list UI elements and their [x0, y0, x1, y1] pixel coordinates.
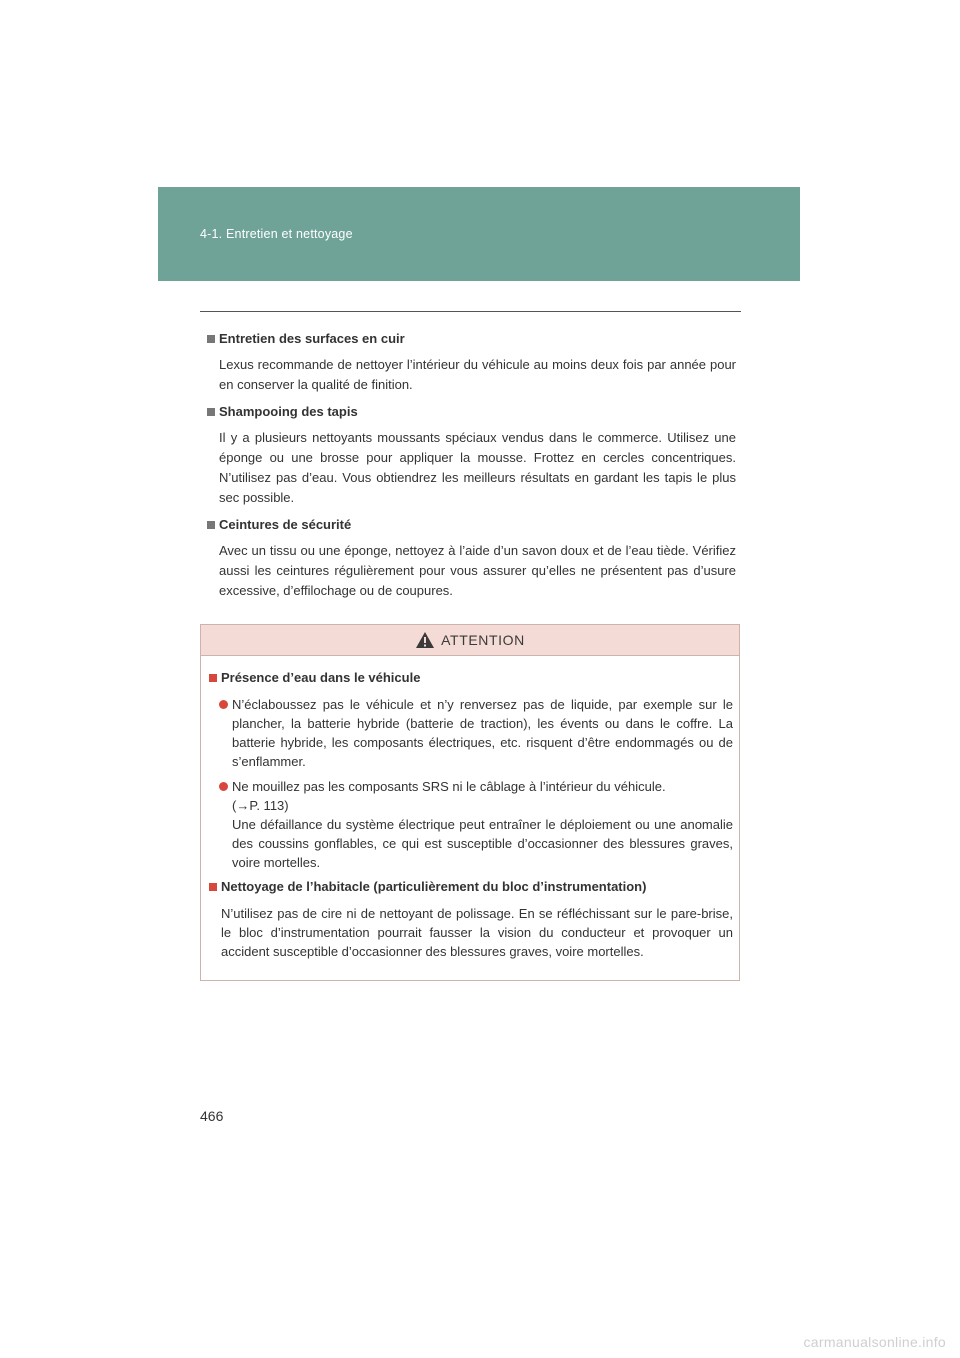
section-header-band: [158, 187, 800, 281]
square-bullet-icon: [207, 335, 215, 343]
main-content: [207, 330, 736, 609]
divider-rule: [200, 311, 741, 312]
warning-box: [200, 624, 740, 981]
bullet-line: Ne mouillez pas les composants SRS ni le câblage à l’intérieur du véhicule.: [232, 779, 666, 794]
page-number: 466: [200, 1108, 224, 1124]
warning-subheading-water: [209, 669, 733, 687]
paragraph-leather: Lexus recommande de nettoyer l’intérieur du véhicule au moins deux fois par année pour en conserver la qualité de finition.: [219, 357, 736, 392]
warning-subheading-text: Présence d’eau dans le véhicule: [221, 670, 421, 685]
subheading-text: Entretien des surfaces en cuir: [219, 331, 405, 346]
subheading-carpet: [207, 403, 736, 421]
paragraph-seatbelts: Avec un tissu ou une éponge, nettoyez à l’aide d’un savon doux et de l’eau tiède. Vérifiez aussi les ceintures régulièrement pour vous assurer qu’elles ne présentent pas d’usure excessive, d’effilochage ou de coupures.: [219, 543, 736, 598]
subheading-leather: [207, 330, 736, 348]
paragraph-carpet: Il y a plusieurs nettoyants moussants spéciaux vendus dans le commerce. Utilisez une éponge ou une brosse pour appliquer la mousse. Frottez en cercles concentriques. N’utilisez pas d’eau. Vous obtiendrez les meilleurs résultats en gardant les tapis le plus sec possible.: [219, 430, 736, 505]
subheading-seatbelts: [207, 516, 736, 534]
section-title: 4-1. Entretien et nettoyage: [200, 227, 353, 241]
red-dot-bullet-icon: [219, 782, 228, 791]
subheading-text: Ceintures de sécurité: [219, 517, 352, 532]
warning-title: ATTENTION: [441, 632, 525, 648]
warning-header: [201, 625, 739, 656]
warning-paragraph-cabin: N’utilisez pas de cire ni de nettoyant de polissage. En se réfléchissant sur le pare-brise, le bloc d’instrumentation pourrait fausser la vision du conducteur et provoquer un accident susceptible d’occasionner des blessures graves, voire mortelles.: [221, 906, 733, 959]
red-square-bullet-icon: [209, 883, 217, 891]
red-square-bullet-icon: [209, 674, 217, 682]
warning-subheading-text: Nettoyage de l’habitacle (particulièrement du bloc d’instrumentation): [221, 879, 647, 894]
warning-bullet: [219, 777, 733, 872]
square-bullet-icon: [207, 408, 215, 416]
red-dot-bullet-icon: [219, 700, 228, 709]
warning-bullet-text: [232, 777, 733, 872]
warning-bullet: [219, 695, 733, 771]
bullet-line: Une défaillance du système électrique peut entraîner le déploiement ou une anomalie des coussins gonflables, ce qui est susceptible d’occasionner des blessures graves, voire mortelles.: [232, 817, 733, 870]
page-reference: (→P. 113): [232, 798, 289, 813]
subheading-text: Shampooing des tapis: [219, 404, 358, 419]
watermark-text: carmanualsonline.info: [803, 1334, 946, 1350]
warning-triangle-icon: [415, 631, 435, 649]
warning-bullet-text: N’éclaboussez pas le véhicule et n’y renversez pas de liquide, par exemple sur le plancher, la batterie hybride (batterie de traction), les évents ou dans le coffre. La batterie hybride, les composants électriques, etc. risquent d’être endommagés ou de s’enflammer.: [232, 697, 733, 769]
warning-body: [201, 656, 739, 961]
warning-subheading-cabin: [209, 878, 733, 896]
square-bullet-icon: [207, 521, 215, 529]
